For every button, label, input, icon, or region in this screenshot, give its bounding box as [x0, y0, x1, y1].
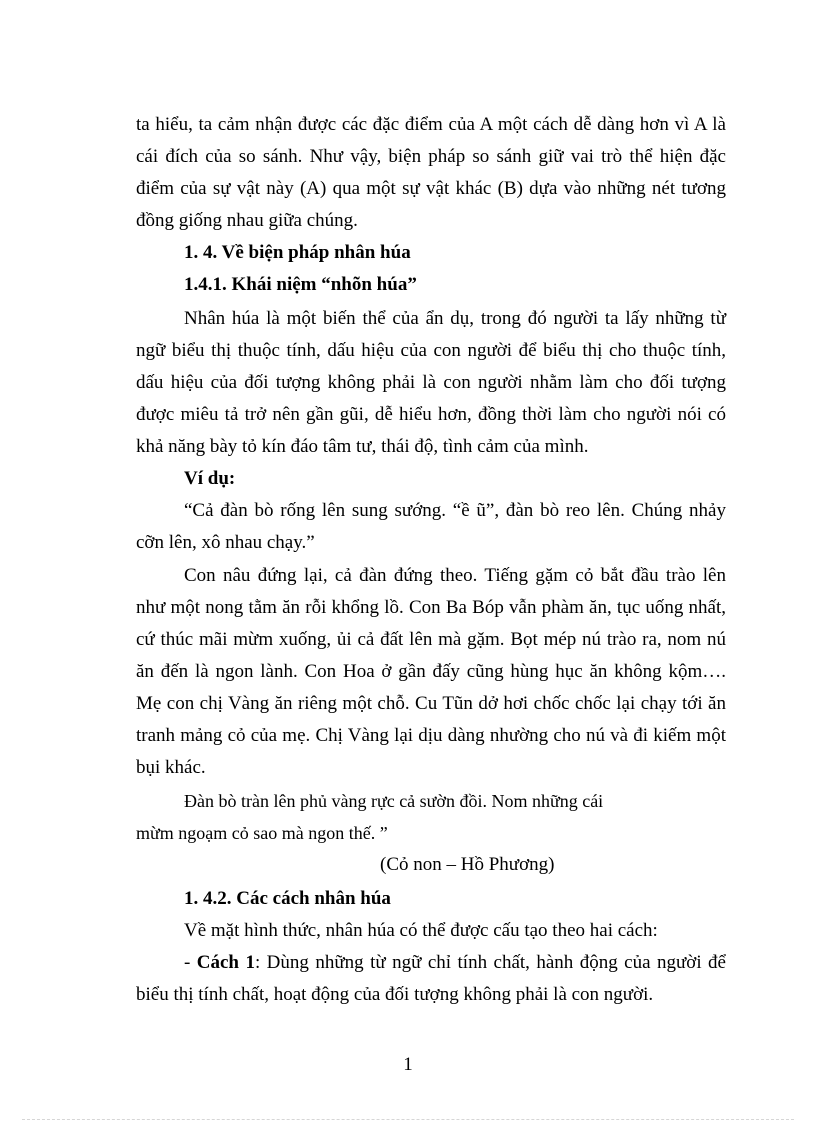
page-number: 1 — [403, 1054, 413, 1075]
method-prefix: - — [184, 952, 197, 973]
subsection-heading: 1.4.1. Khái niệm “nhõn húa” — [184, 274, 417, 295]
paragraph-line: ta hiểu, ta cảm nhận được các đặc điểm của A một cách dễ dàng hơn vì A là — [136, 114, 726, 135]
page-bottom-divider — [22, 1119, 794, 1120]
paragraph-line: dấu hiệu của đối tượng không phải là con người nhằm làm cho đối tượng — [136, 372, 726, 393]
quote-line: cứ thúc mãi mừm xuống, ủi cả đất lên mà gặm. Bọt mép nú trào ra, nom nú — [136, 629, 726, 650]
paragraph-line: Nhân húa là một biến thể của ẩn dụ, trong đó người ta lấy những từ — [184, 308, 726, 329]
paragraph-line: điểm của sự vật này (A) qua một sự vật khác (B) dựa vào những nét tương — [136, 178, 726, 199]
citation: (Cỏ non – Hồ Phương) — [380, 854, 555, 875]
quote-line: cỡn lên, xô nhau chạy.” — [136, 532, 315, 553]
method-text: : Dùng những từ ngữ chỉ tính chất, hành động của người để — [254, 952, 726, 973]
method-line — [184, 951, 726, 975]
quote-line: như một nong tằm ăn rỗi khổng lồ. Con Ba Bóp vẫn phàm ăn, tục uống nhất, — [136, 597, 726, 618]
paragraph-line: đồng giống nhau giữa chúng. — [136, 210, 358, 231]
paragraph-line: ngữ biểu thị thuộc tính, dấu hiệu của con người để biểu thị cho thuộc tính, — [136, 340, 726, 361]
paragraph-line: khả năng bày tỏ kín đáo tâm tư, thái độ, tình cảm của mình. — [136, 436, 589, 457]
quote-line: “Cả đàn bò rống lên sung sướng. “ề ũ”, đàn bò reo lên. Chúng nhảy — [184, 500, 726, 521]
quote-line: ăn đến là ngon lành. Con Hoa ở gần đấy cũng hùng hục ăn không kộm…. — [136, 661, 726, 682]
paragraph-line: cái đích của so sánh. Như vậy, biện pháp so sánh giữ vai trò thể hiện đặc — [136, 146, 726, 167]
paragraph-line: Về mặt hình thức, nhân húa có thể được cấu tạo theo hai cách: — [184, 920, 658, 941]
quote-line: Đàn bò tràn lên phủ vàng rực cả sườn đồi. Nom những cái — [184, 791, 604, 811]
method-continuation: biểu thị tính chất, hoạt động của đối tượng không phải là con người. — [136, 984, 654, 1005]
quote-line: Mẹ con chị Vàng ăn riêng một chỗ. Cu Tũn dở hơi chốc chốc lại chạy tới ăn — [136, 693, 726, 714]
paragraph-line: được miêu tả trở nên gần gũi, dễ hiểu hơn, đồng thời làm cho người nói có — [136, 404, 726, 425]
quote-line: Con nâu đứng lại, cả đàn đứng theo. Tiếng gặm cỏ bắt đầu trào lên — [184, 565, 726, 586]
example-label: Ví dụ: — [184, 468, 236, 489]
method-label: Cách 1 — [196, 952, 255, 973]
section-heading: 1. 4. Về biện pháp nhân húa — [184, 242, 411, 263]
quote-line: mừm ngoạm cỏ sao mà ngon thế. ” — [136, 823, 388, 843]
quote-line: bụi khác. — [136, 757, 206, 778]
quote-line: tranh mảng cỏ của mẹ. Chị Vàng lại dịu dàng nhường cho nú và đi kiếm một — [136, 725, 726, 746]
subsection-heading: 1. 4.2. Các cách nhân húa — [184, 888, 391, 909]
